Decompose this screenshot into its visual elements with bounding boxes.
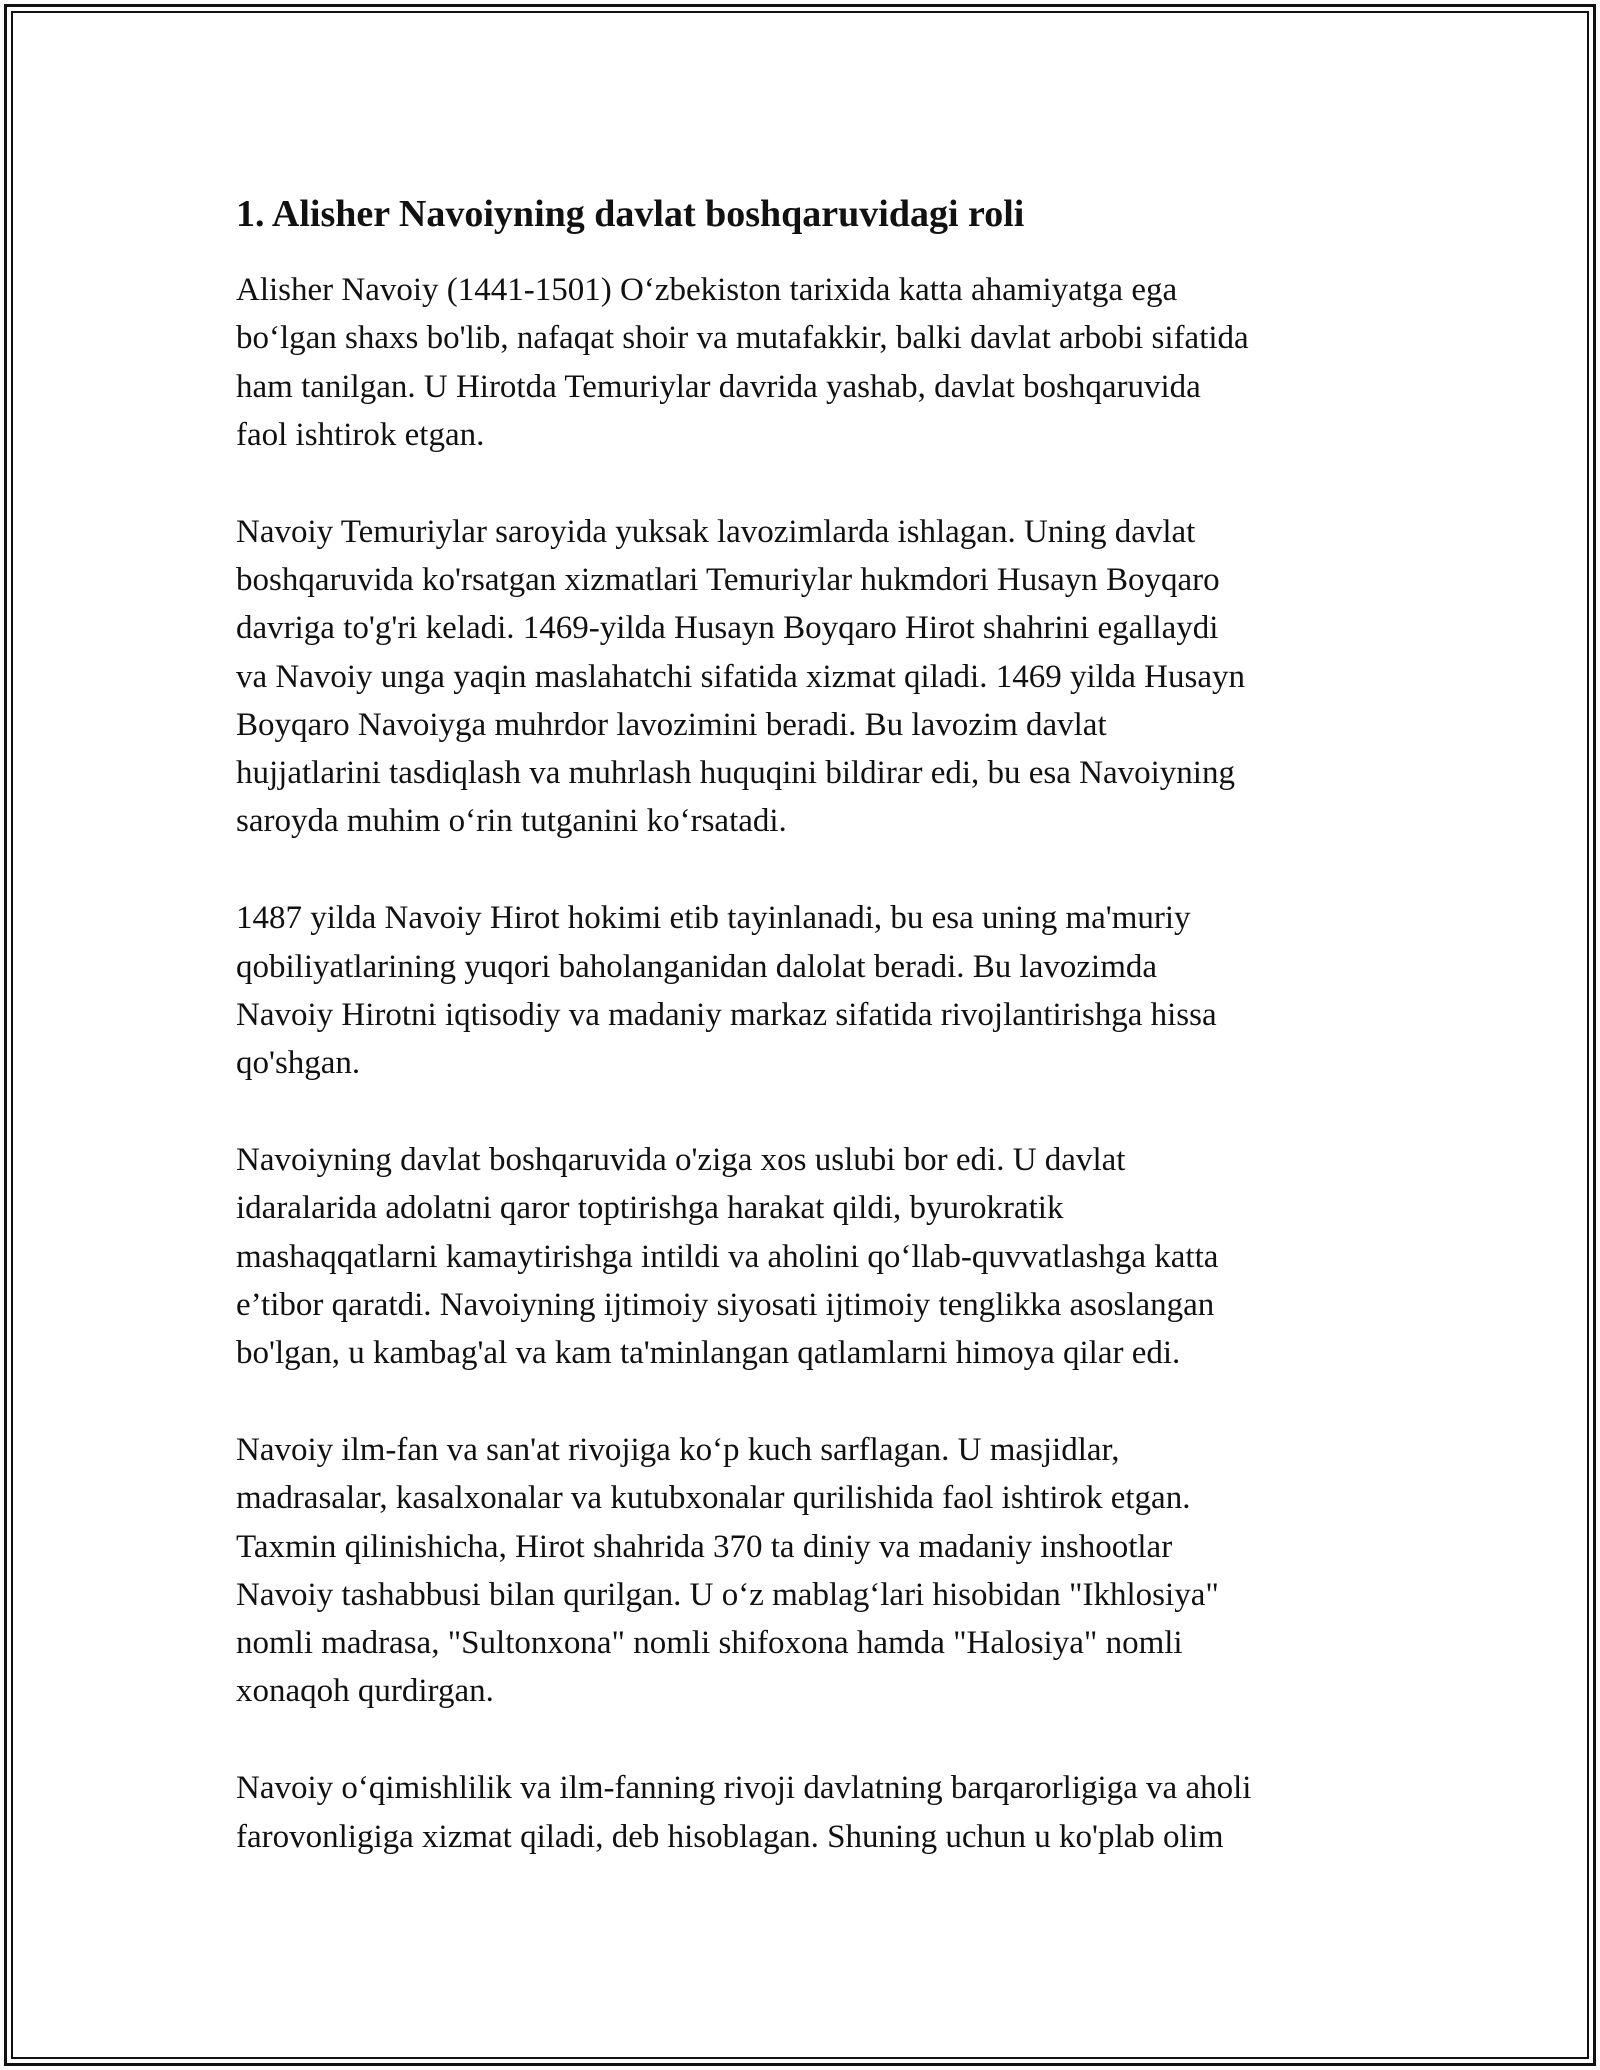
text-line: Taxmin qilinishicha, Hirot shahrida 370 ta diniy va madaniy inshootlar xyxy=(236,1528,1173,1565)
paragraph-2 xyxy=(236,508,1376,846)
text-line: Navoiy Hirotni iqtisodiy va madaniy markaz sifatida rivojlantirishga hissa xyxy=(236,996,1217,1033)
text-line: Alisher Navoiy (1441-1501) O‘zbekiston tarixida katta ahamiyatga ega xyxy=(236,272,1178,308)
paragraph-4 xyxy=(236,1136,1376,1377)
text-line: davriga to'g'ri keladi. 1469-yilda Husayn Boyqaro Hirot shahrini egallaydi xyxy=(236,610,1219,647)
text-line: qobiliyatlarining yuqori baholanganidan dalolat beradi. Bu lavozimda xyxy=(236,948,1158,985)
text-line: Boyqaro Navoiyga muhrdor lavozimini beradi. Bu lavozim davlat xyxy=(236,706,1107,743)
text-line: bo‘lgan shaxs bo'lib, nafaqat shoir va mutafakkir, balki davlat arbobi sifatida xyxy=(236,320,1249,357)
text-line: xonaqoh qurdirgan. xyxy=(236,1673,494,1710)
text-line: bo'lgan, u kambag'al va kam ta'minlangan qatlamlarni himoya qilar edi. xyxy=(236,1335,1181,1372)
text-line: farovonligiga xizmat qiladi, deb hisoblagan. Shuning uchun u ko'plab olim xyxy=(236,1818,1224,1855)
text-line: Navoiy ilm-fan va san'at rivojiga ko‘p kuch sarflagan. U masjidlar, xyxy=(236,1431,1120,1468)
text-line: hujjatlarini tasdiqlash va muhrlash huquqini bildirar edi, bu esa Navoiyning xyxy=(236,755,1235,792)
text-line: Navoiy o‘qimishlilik va ilm-fanning rivoji davlatning barqarorligiga va aholi xyxy=(236,1770,1252,1807)
paragraph-6 xyxy=(236,1764,1376,1861)
text-line: nomli madrasa, "Sultonxona" nomli shifoxona hamda "Halosiya" nomli xyxy=(236,1625,1183,1662)
text-line: faol ishtirok etgan. xyxy=(236,416,485,453)
text-line: saroyda muhim o‘rin tutganini ko‘rsatadi. xyxy=(236,803,787,840)
document-body xyxy=(236,188,1376,1909)
text-line: idaralarida adolatni qaror toptirishga harakat qildi, byurokratik xyxy=(236,1190,1064,1227)
text-line: Navoiy tashabbusi bilan qurilgan. U o‘z mablag‘lari hisobidan "Ikhlosiya" xyxy=(236,1576,1219,1613)
text-line: va Navoiy unga yaqin maslahatchi sifatida xizmat qiladi. 1469 yilda Husayn xyxy=(236,658,1245,695)
text-line: Navoiyning davlat boshqaruvida o'ziga xos uslubi bor edi. U davlat xyxy=(236,1141,1126,1178)
text-line: e’tibor qaratdi. Navoiyning ijtimoiy siyosati ijtimoiy tenglikka asoslangan xyxy=(236,1286,1215,1323)
paragraph-5 xyxy=(236,1426,1376,1716)
text-line: boshqaruvida ko'rsatgan xizmatlari Temuriylar hukmdori Husayn Boyqaro xyxy=(236,561,1220,598)
paragraph-3 xyxy=(236,894,1376,1087)
text-line: qo'shgan. xyxy=(236,1045,361,1082)
section-heading: 1. Alisher Navoiyning davlat boshqaruvidagi roli xyxy=(236,193,1025,235)
text-line: madrasalar, kasalxonalar va kutubxonalar qurilishida faol ishtirok etgan. xyxy=(236,1480,1191,1517)
text-line: Navoiy Temuriylar saroyida yuksak lavozimlarda ishlagan. Uning davlat xyxy=(236,513,1196,550)
text-line: 1487 yilda Navoiy Hirot hokimi etib tayinlanadi, bu esa uning ma'muriy xyxy=(236,900,1191,937)
text-line: ham tanilgan. U Hirotda Temuriylar davrida yashab, davlat boshqaruvida xyxy=(236,368,1201,405)
text-line: mashaqqatlarni kamaytirishga intildi va aholini qo‘llab-quvvatlashga katta xyxy=(236,1238,1219,1275)
paragraph-1 xyxy=(236,266,1376,459)
